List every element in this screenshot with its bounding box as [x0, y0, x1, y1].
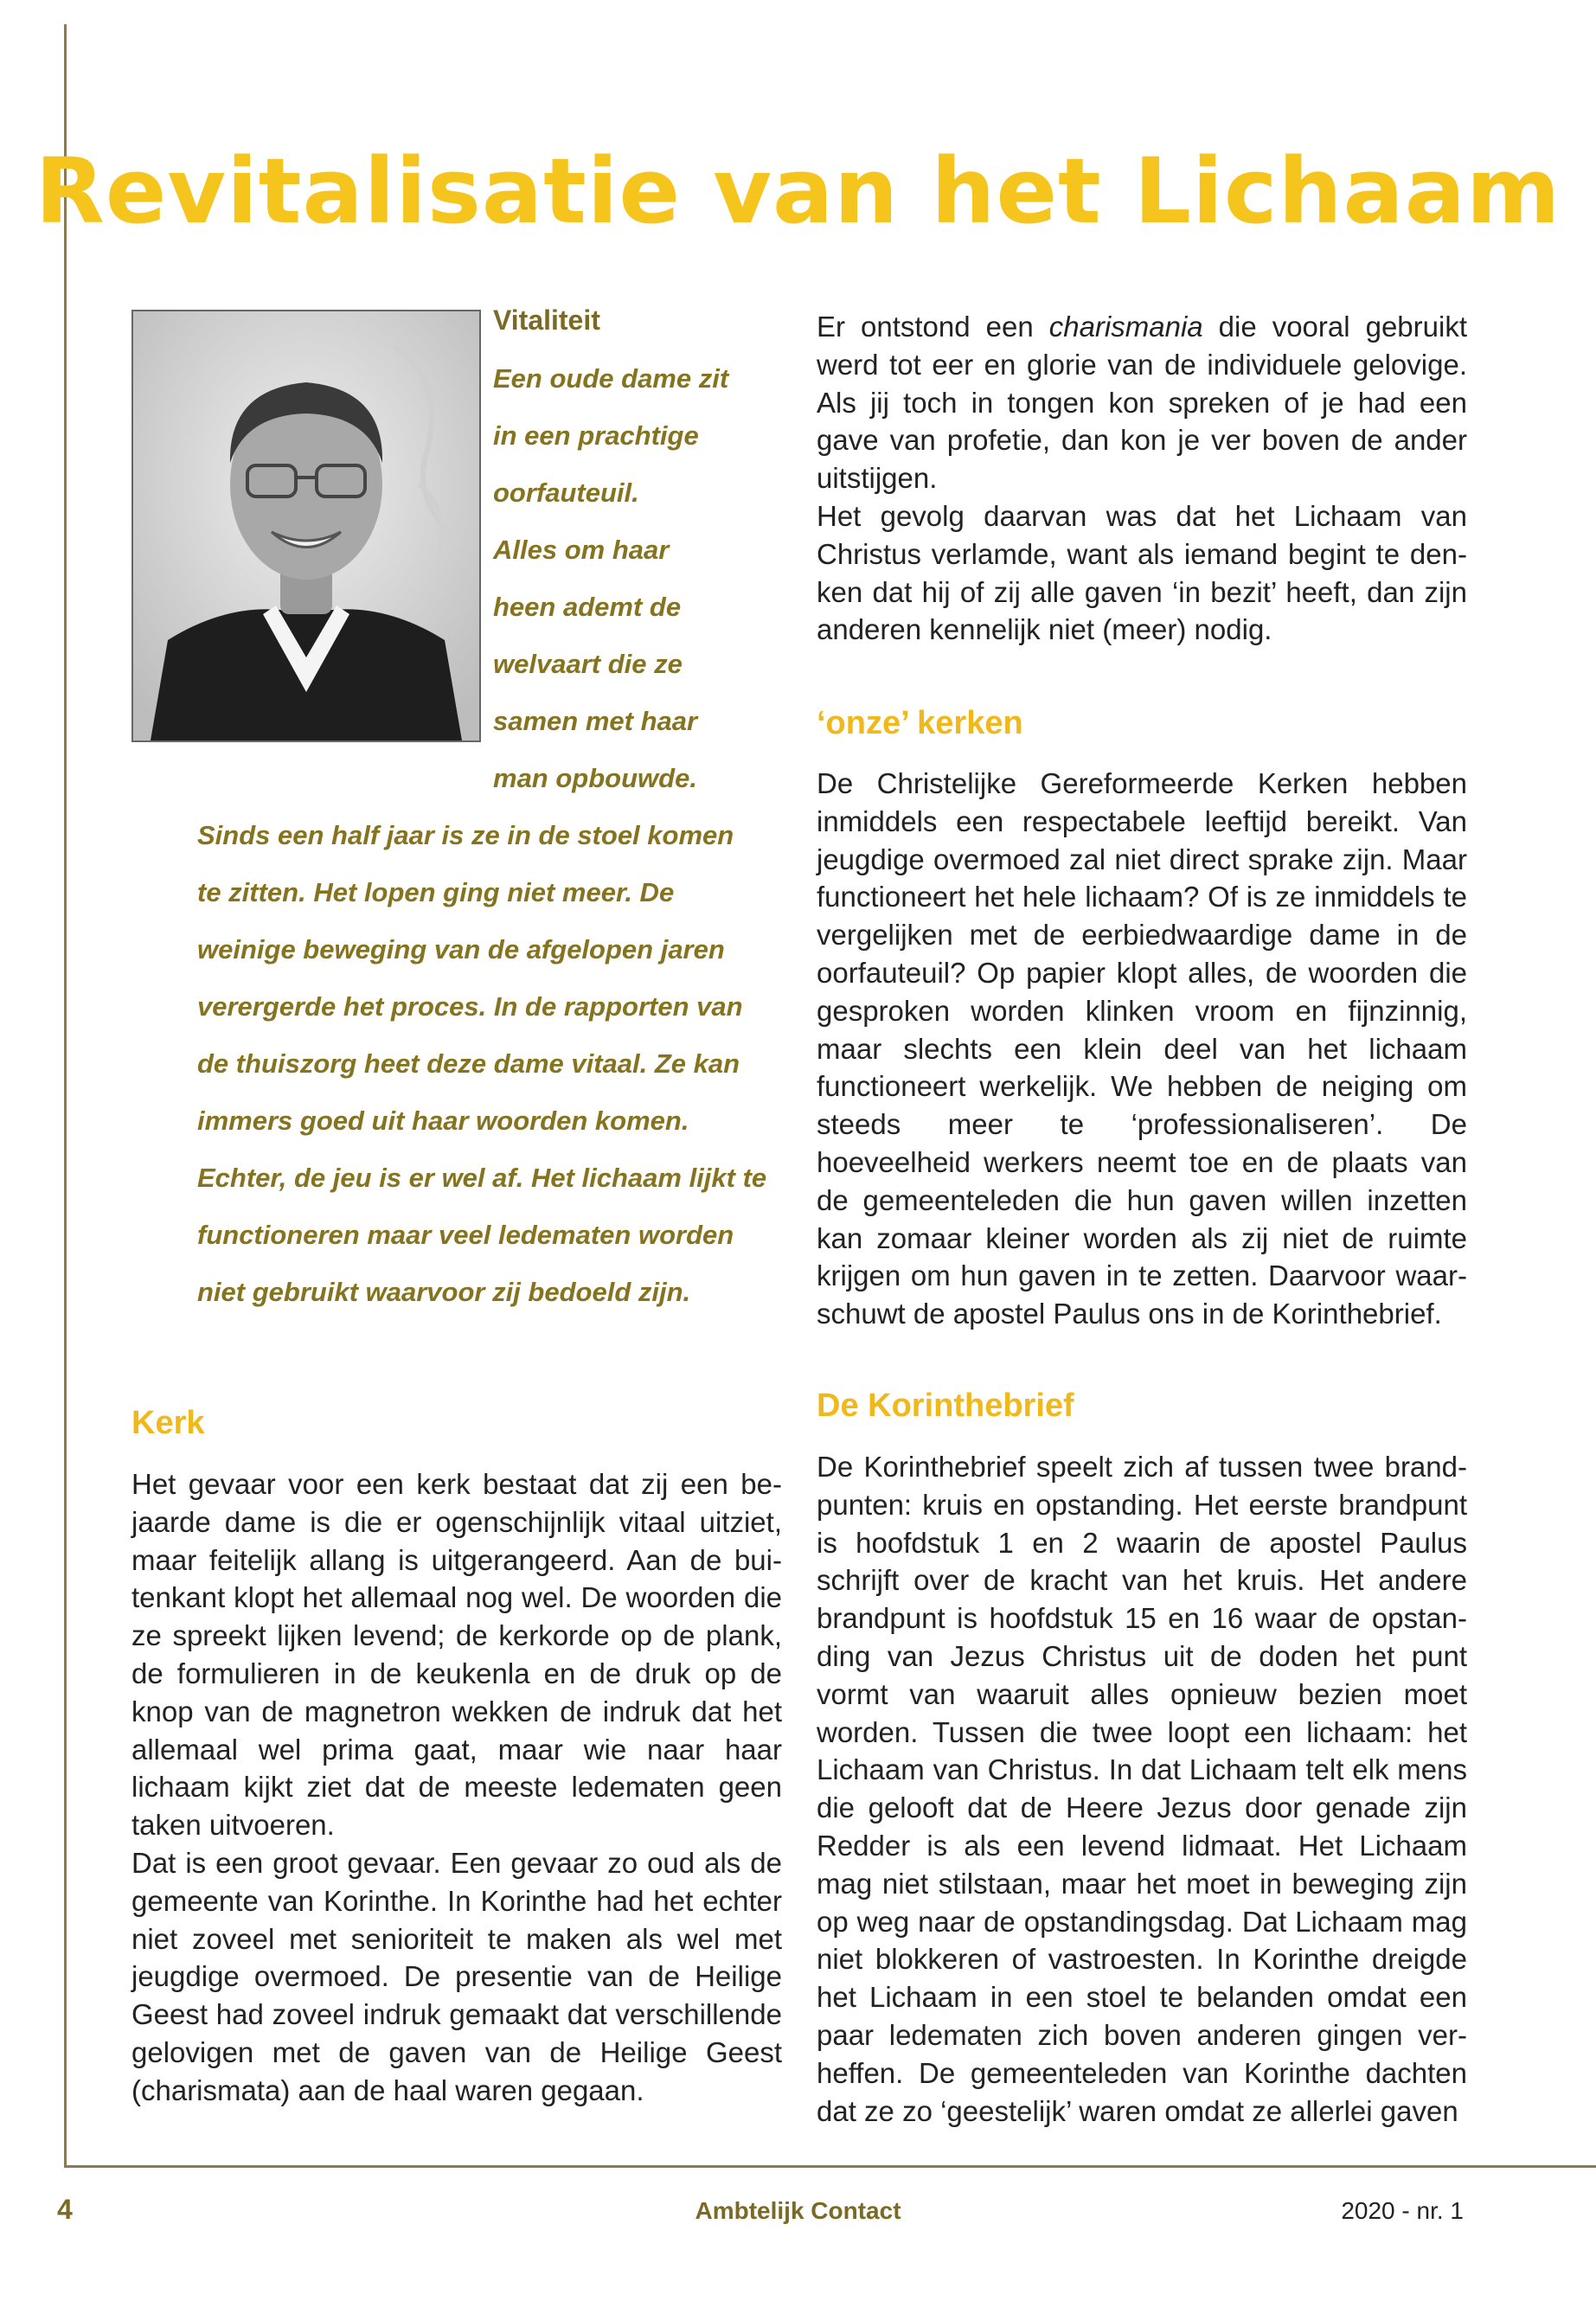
kerk-paragraph: Dat is een groot gevaar. Een gevaar zo oud als de gemeente van Korinthe. In Korinthe had het echter niet zoveel met senioriteit te maken als wel met jeugdige overmoed. De presentie van de Heilige Geest had zoveel indruk gemaakt dat verschillende gelovigen met de gaven van de Heilige Geest (charismata) aan de haal waren gegaan.: [131, 1846, 782, 2106]
onze-kerken-body: De Christelijke Gereformeerde Kerken hebben inmiddels een respectabele leeftijd bereikt. Van jeugdige overmoed zal niet direct sprake zijn. Maar functioneert het hele lichaam? Of is ze inmiddels te vergelijken met de eerbiedwaardige dame in de oorfauteuil? Op papier klopt alles, de woorden die gesproken worden klinken vroom en fijnzinnig, maar slechts een klein deel van het lichaam functioneert werkelijk. We hebben de neiging om steeds meer te ‘professionaliseren’. De hoeveelheid werkers neemt toe en de plaats van de gemeenteleden die hun gaven willen inzetten kan zomaar kleiner worden als zij niet de ruimte krijgen om hun gaven in te zetten. Daarvoor waarschuwt de apostel Paulus ons in de Korinthebrief.: [817, 767, 1467, 1330]
intro-line: in een prachtige: [493, 420, 699, 451]
section-heading-korinthebrief: De Korinthebrief: [817, 1388, 1074, 1424]
kerk-paragraph: Het gevaar voor een kerk bestaat dat zij een bejaarde dame is die er ogenschijnlijk vitaal uitziet, maar feitelijk allang is uitgerangeerd. Aan de buitenkant klopt het allemaal nog wel. De woorden die ze spreekt lijken levend; de kerkorde op de plank, de formulieren in de keukenla en de druk op de knop van de magnetron wekken de indruk dat het allemaal wel prima gaat, maar wie naar haar lichaam kijkt ziet dat de meeste ledematen geen taken uitvoeren.: [131, 1468, 782, 1842]
publication-name: Ambtelijk Contact: [695, 2197, 901, 2224]
intro-line: verergerde het proces. In de rapporten van: [197, 991, 743, 1022]
intro-line: heen ademt de: [493, 592, 682, 622]
article-title: Revitalisatie van het Lichaam: [35, 138, 1561, 244]
intro-line: niet gebruikt waarvoor zij bedoeld zijn.: [197, 1277, 691, 1307]
intro-line: te zitten. Het lopen ging niet meer. De: [197, 877, 675, 907]
intro-line: man opbouwde.: [493, 763, 697, 793]
page-number: 4: [57, 2194, 73, 2225]
intro-line: Sinds een half jaar is ze in de stoel komen: [197, 820, 734, 850]
intro-line: samen met haar: [493, 706, 698, 736]
issue-label: 2020 - nr. 1: [1341, 2197, 1464, 2224]
author-photo: [131, 310, 481, 742]
intro-line: Echter, de jeu is er wel af. Het lichaam lijkt te: [197, 1163, 767, 1193]
margin-rule-vertical: [64, 24, 67, 2168]
intro-heading: Vitaliteit: [493, 304, 600, 336]
emphasis-word: charismania: [1048, 311, 1203, 343]
right-intro-body: [817, 308, 1467, 649]
intro-line: Een oude dame zit: [493, 363, 729, 394]
intro-line: welvaart die ze: [493, 649, 683, 679]
intro-line: functioneren maar veel ledematen worden: [197, 1220, 734, 1250]
intro-line: immers goed uit haar woorden komen.: [197, 1106, 689, 1136]
intro-line: oorfauteuil.: [493, 478, 639, 508]
text-run: Er ontstond een: [817, 311, 1049, 343]
intro-line: de thuiszorg heet deze dame vitaal. Ze kan: [197, 1048, 740, 1079]
kerk-body: [131, 1465, 782, 2110]
section-heading-kerk: Kerk: [131, 1405, 205, 1441]
text-run: die vooral gebruikt werd tot eer en glorie van de individuele gelovige. Als jij toch in tongen kon spreken of je had een gave van profetie, dan kon je ver boven de ander uitstijgen.: [817, 311, 1468, 495]
footer-rule: [64, 2165, 1596, 2168]
right-intro-paragraph: [817, 308, 1467, 497]
korinthebrief-body: De Korinthebrief speelt zich af tussen twee brandpunten: kruis en opstanding. Het eerste brandpunt is hoofdstuk 1 en 2 waarin de apostel Paulus schrijft over de kracht van het kruis. Het andere brandpunt is hoofdstuk 15 en 16 waar de opstanding van Jezus Christus uit de doden het punt vormt van waaruit alles opnieuw bezien moet worden. Tussen die twee loopt een lichaam: het Lichaam van Christus. In dat Lichaam telt elk mens die gelooft dat de Heere Jezus door genade zijn Redder is als een levend lidmaat. Het Lichaam mag niet stilstaan, maar het moet in beweging zijn op weg naar de opstandingsdag. Dat Lichaam mag niet blokkeren of vastroesten. In Korinthe dreigde het Lichaam in een stoel te belanden omdat een paar ledematen zich boven anderen gingen verheffen. De gemeenteleden van Korinthe dachten dat ze zo ‘geestelijk’ waren omdat ze allerlei gaven: [817, 1451, 1467, 2127]
section-heading-onze-kerken: ‘onze’ kerken: [817, 705, 1023, 741]
right-intro-paragraph: Het gevolg daarvan was dat het Lichaam van Christus verlamde, want als iemand begint te denken dat hij of zij alle gaven ‘in bezit’ heeft, dan zijn anderen kennelijk niet (meer) nodig.: [817, 499, 1467, 646]
intro-line: weinige beweging van de afgelopen jaren: [197, 934, 725, 965]
intro-line: Alles om haar: [493, 535, 670, 565]
